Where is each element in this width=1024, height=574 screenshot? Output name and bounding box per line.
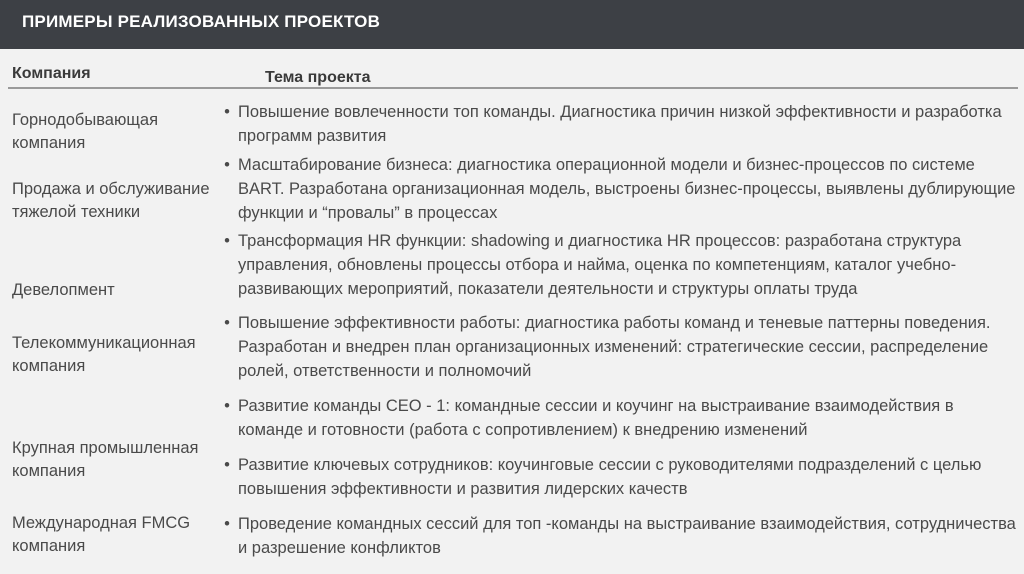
company-cell: Телекоммуникационная компания [12,334,196,375]
company-cell: Крупная промышленная компания [12,439,199,480]
company-cell: Девелопмент [12,281,115,299]
bullet-icon: • [224,103,230,121]
bullet-icon: • [224,156,230,174]
bullet-icon: • [224,397,230,415]
topic-text: Развитие команды CEO - 1: командные сессии и коучинг на выстраивание взаимодействия в команде и готовности (работа с сопротивлением) к внедрению изменений [238,397,954,439]
topic-item [219,453,1019,501]
topic-text: Масштабирование бизнеса: диагностика операционной модели и бизнес-процессов по системе BART. Разработана организационная модель, выстроены бизнес-процессы, выявлены дублирующие функции и “провалы” в процессах [238,156,1016,222]
topic-item [219,394,1019,442]
column-header-topic: Тема проекта [265,69,371,86]
topic-item [219,229,1019,301]
topic-text: Трансформация HR функции: shadowing и диагностика HR процессов: разработана структура управления, обновлены процессы отбора и найма, оценка по компетенциям, каталог учебно-развивающих мероприятий, показатели деятельности и структуры оплаты труда [238,232,962,298]
topic-item [219,311,1019,383]
bullet-icon: • [224,456,230,474]
header-divider [8,87,1018,89]
topic-item [219,512,1019,560]
page-title: ПРИМЕРЫ РЕАЛИЗОВАННЫХ ПРОЕКТОВ [22,12,381,31]
topic-text: Проведение командных сессий для топ -команды на выстраивание взаимодействия, сотрудничества и разрешение конфликтов [238,515,1016,557]
column-header-company: Компания [12,65,91,82]
topic-item [219,153,1019,225]
header-bar [0,0,1024,49]
bullet-icon: • [224,232,230,250]
bullet-icon: • [224,515,230,533]
company-cell: Продажа и обслуживание тяжелой техники [12,180,210,221]
topic-text: Повышение эффективности работы: диагностика работы команд и теневые паттерны поведения. Разработан и внедрен план организационных изменений: стратегические сессии, распределение ролей, ответственности и полномочий [238,314,991,380]
topic-text: Повышение вовлеченности топ команды. Диагностика причин низкой эффективности и разработка программ развития [238,103,1002,145]
topic-item [219,100,1019,148]
company-cell: Горнодобывающая компания [12,111,159,152]
topic-text: Развитие ключевых сотрудников: коучинговые сессии с руководителями подразделений с целью повышения эффективности и развития лидерских качеств [238,456,982,498]
bullet-icon: • [224,314,230,332]
company-cell: Международная FMCG компания [12,514,191,555]
